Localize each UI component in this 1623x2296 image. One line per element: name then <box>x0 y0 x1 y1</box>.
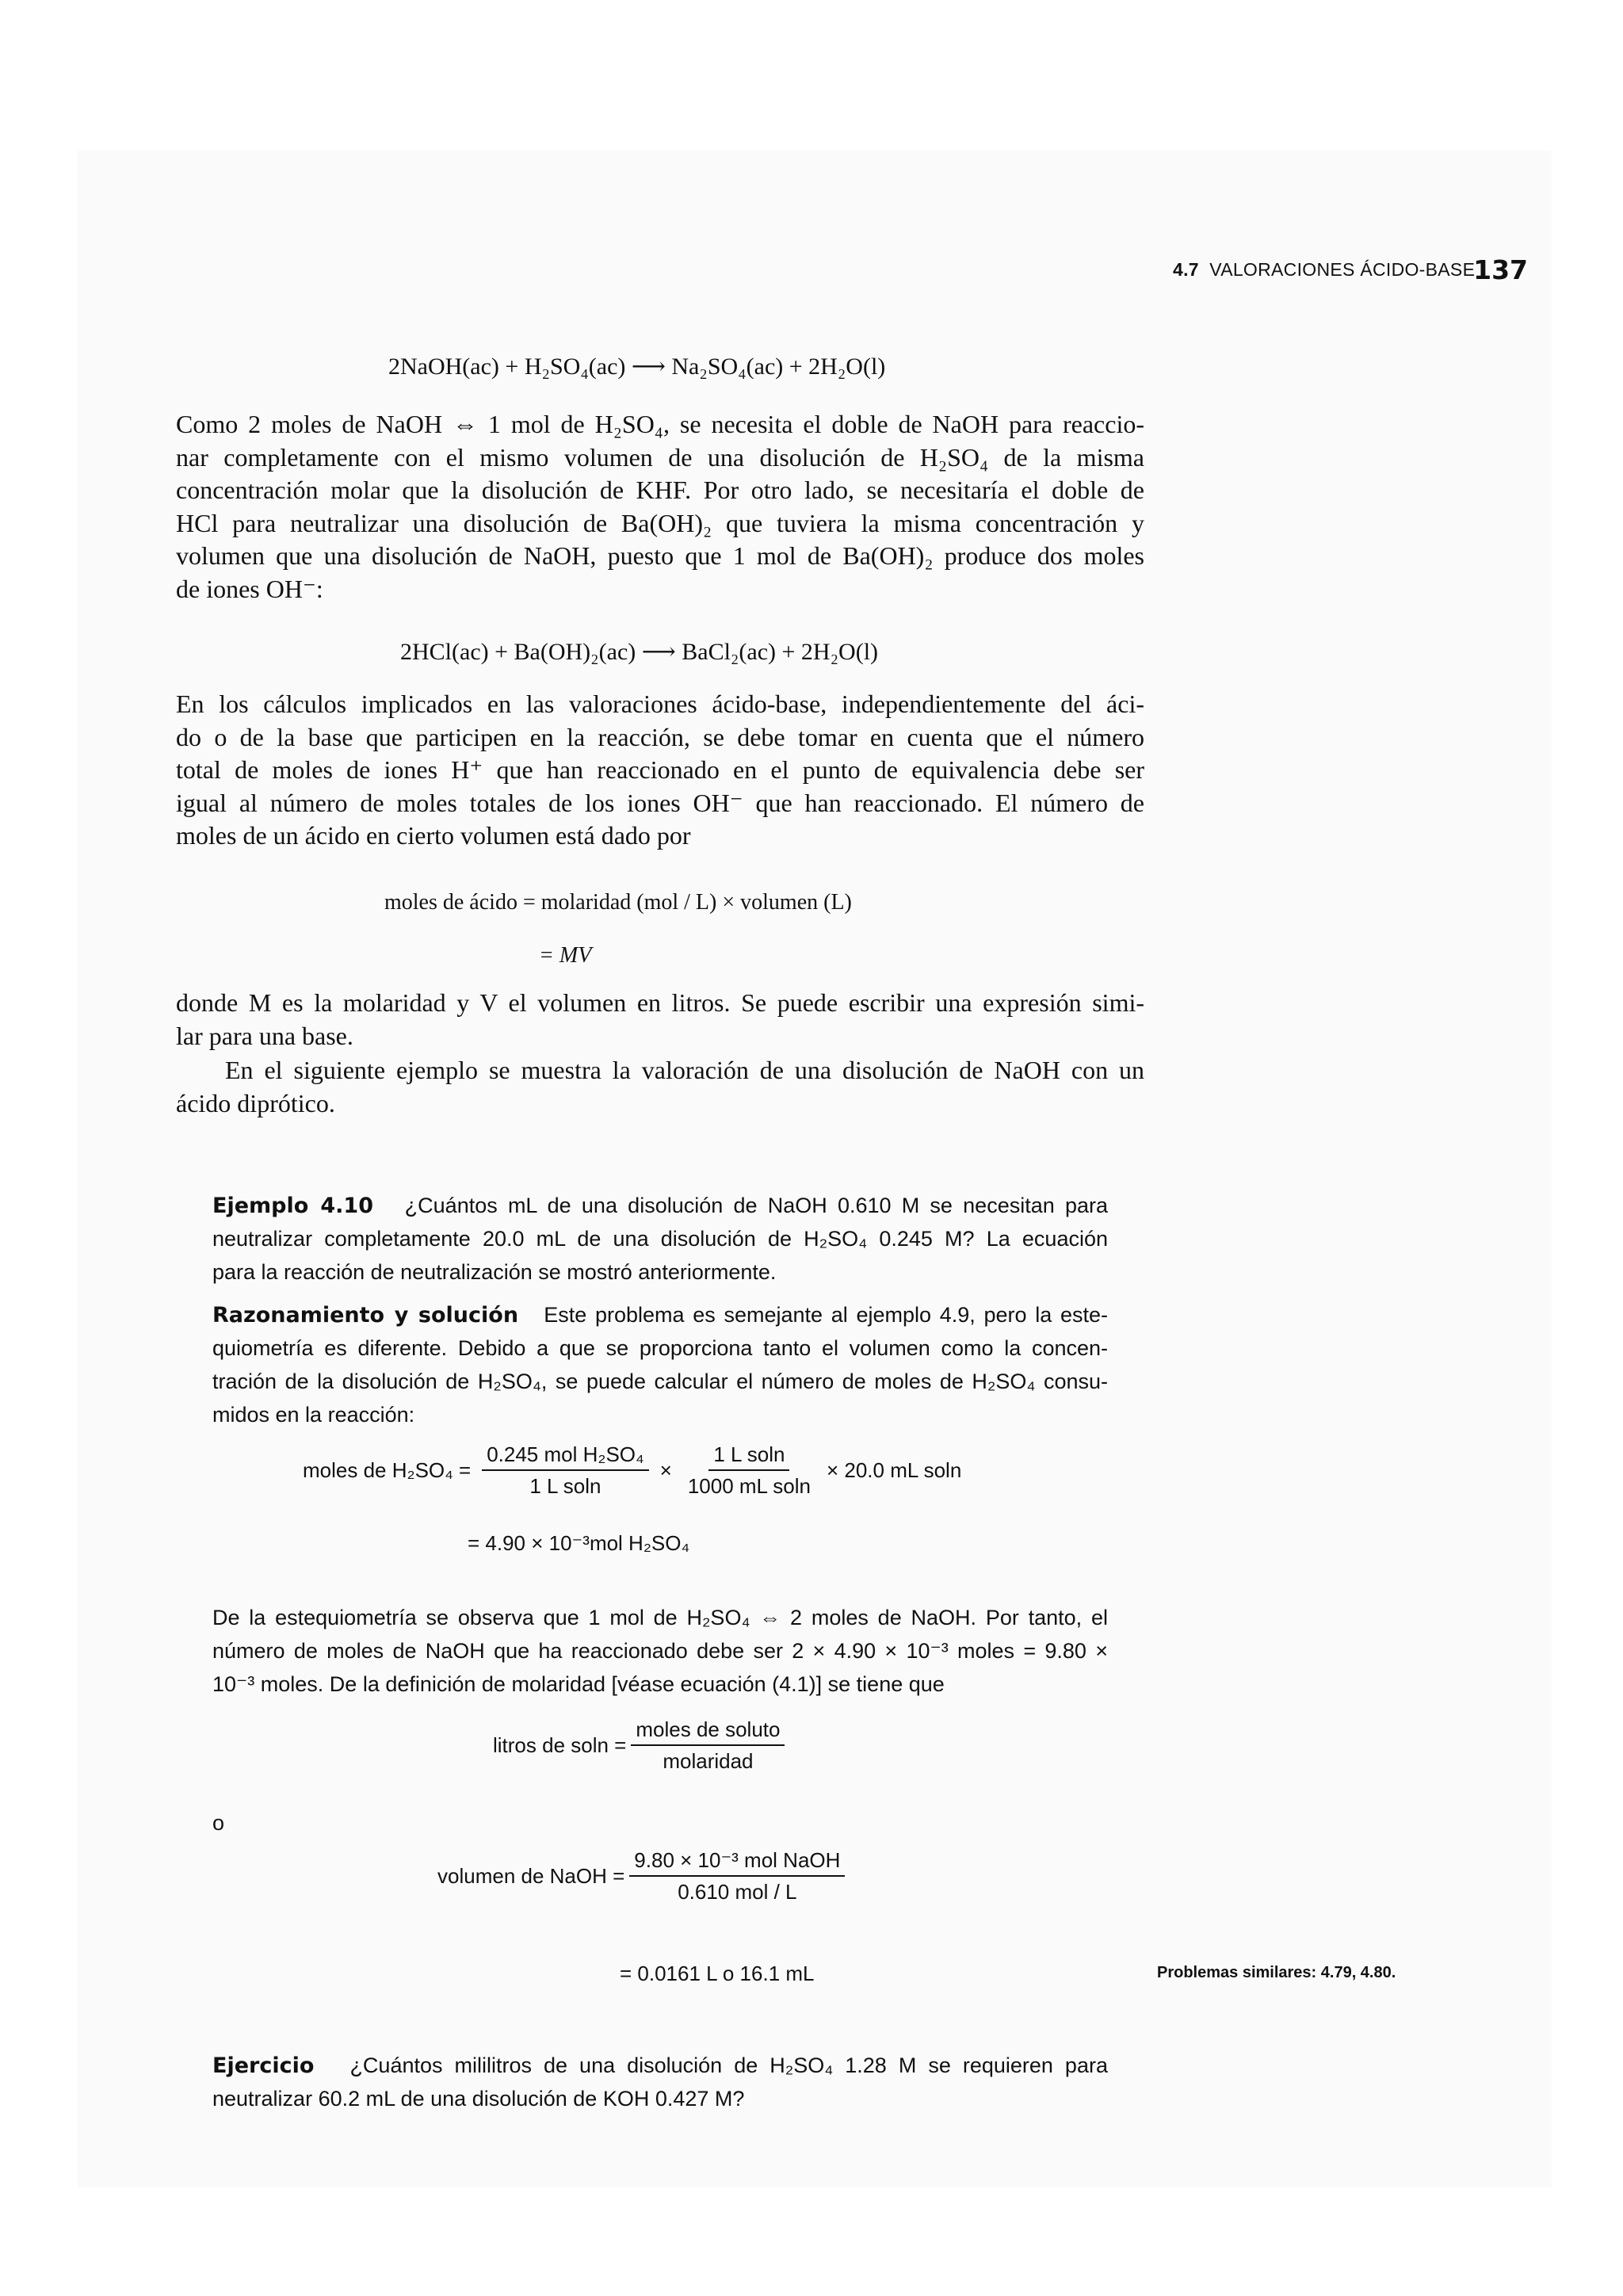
text-line: número de moles de NaOH que ha reaccionado debe ser 2 × 4.90 × 10⁻³ moles = 9.80 × <box>212 1639 1108 1663</box>
exercise <box>212 2049 1108 2115</box>
text-line: tración de la disolución de H₂SO₄, se puede calcular el número de moles de H₂SO₄ consu- <box>212 1370 1108 1393</box>
example-reasoning <box>212 1298 1108 1431</box>
paragraph-equivalence <box>176 688 1144 853</box>
calc-result-volume: = 0.0161 L o 16.1 mL <box>620 1962 815 1985</box>
calculation-volume-naoh: volumen de NaOH = $\frac{\text{9.80 × 10⁻³ mol NaOH}}{\text{0.610 mol / L}}$ <box>437 1847 845 1905</box>
text-line: concentración molar que la disolución de KHF. Por otro lado, se necesitaría el doble de <box>176 476 1144 504</box>
example-label: Ejemplo 4.10 <box>212 1194 374 1218</box>
section-heading: 4.7 VALORACIONES ÁCIDO-BASE <box>1173 259 1476 280</box>
paragraph-stoichiometry-naoh <box>212 1601 1108 1701</box>
text-line: ¿Cuántos mililitros de una disolución de H₂SO₄ 1.28 M se requieren para <box>349 2053 1108 2077</box>
calc-lhs: moles de H₂SO₄ = <box>303 1457 472 1482</box>
text-line: nar completamente con el mismo volumen de una disolución de H₂SO₄ de la misma <box>176 442 1144 472</box>
text-line: do o de la base que participen en la reacción, se debe tomar en cuenta que el número <box>176 722 1144 751</box>
example-question <box>212 1189 1108 1289</box>
text-line: lar para una base. <box>176 1021 353 1050</box>
text-line: HCl para neutralizar una disolución de Ba(OH)₂ que tuviera la misma concentración y <box>176 508 1144 537</box>
equation-naoh-h2so4: 2NaOH(ac) + H₂SO₄(ac) ⟶ Na₂SO₄(ac) + 2H₂O(l) <box>388 353 886 380</box>
fraction-concentration: $\frac{\text{0.245 mol H₂SO₄}}{\text{1 L soln}}$ <box>482 1441 648 1499</box>
text-line: neutralizar completamente 20.0 mL de una disolución de H₂SO₄ 0.245 M? La ecuación <box>212 1227 1108 1251</box>
equation-mv: = MV <box>539 943 592 968</box>
fraction-volume: $\frac{\text{9.80 × 10⁻³ mol NaOH}}{\text{0.610 mol / L}}$ <box>629 1847 845 1905</box>
text-line: para la reacción de neutralización se mostró anteriormente. <box>212 1260 777 1284</box>
reasoning-label: Razonamiento y solución <box>212 1303 519 1328</box>
text-line: ácido diprótico. <box>176 1088 335 1117</box>
calculation-moles-h2so4: moles de H₂SO₄ = $\frac{\text{0.245 mol H₂SO₄}}{\text{1 L soln}}$ × $\frac{\text{1 L soln}}{\text{1000 mL soln}}$ × 20.0 mL soln <box>303 1442 962 1498</box>
text-line: volumen que una disolución de NaOH, puesto que 1 mol de Ba(OH)₂ produce dos moles <box>176 541 1144 570</box>
equation-moles-acid: moles de ácido = molaridad (mol / L) × volumen (L) <box>384 890 852 915</box>
text-line: midos en la reacción: <box>212 1403 415 1427</box>
paragraph-example-intro <box>176 1054 1144 1120</box>
paragraph-molarity-def <box>176 987 1144 1052</box>
paragraph-stoichiometry <box>176 408 1144 606</box>
running-header <box>1173 256 1537 288</box>
conjunction-or: o <box>212 1811 225 1835</box>
text-line: De la estequiometría se observa que 1 mol de H₂SO₄ ⇔ 2 moles de NaOH. Por tanto, el <box>212 1606 1108 1629</box>
text-line: En el siguiente ejemplo se muestra la valoración de una disolución de NaOH con un <box>225 1056 1144 1084</box>
text-line: de iones OH⁻: <box>176 574 323 603</box>
text-line: 10⁻³ moles. De la definición de molaridad [véase ecuación (4.1)] se tiene que <box>212 1672 945 1696</box>
text-line: En los cálculos implicados en las valoraciones ácido-base, independientemente del áci- <box>176 690 1144 718</box>
equation-hcl-baoh2: 2HCl(ac) + Ba(OH)₂(ac) ⟶ BaCl₂(ac) + 2H₂O(l) <box>400 639 879 665</box>
text-line: Como 2 moles de NaOH ⇔ 1 mol de H₂SO₄, se necesita el doble de NaOH para reaccio- <box>176 410 1144 438</box>
fraction-conversion: $\frac{\text{1 L soln}}{\text{1000 mL soln}}$ <box>687 1442 811 1498</box>
text-line: Este problema es semejante al ejemplo 4.9, pero la este- <box>544 1303 1109 1327</box>
page-number: 137 <box>1473 254 1528 285</box>
calculation-liters: litros de soln = $\frac{\text{moles de soluto}}{\text{molaridad}}$ <box>493 1716 785 1775</box>
text-line: moles de un ácido en cierto volumen está dado por <box>176 821 691 850</box>
text-line: ¿Cuántos mL de una disolución de NaOH 0.610 M se necesitan para <box>404 1194 1108 1217</box>
text-line: neutralizar 60.2 mL de una disolución de KOH 0.427 M? <box>212 2087 745 2111</box>
text-line: quiometría es diferente. Debido a que se proporciona tanto el volumen como la concen- <box>212 1336 1108 1360</box>
text-line: total de moles de iones H⁺ que han reaccionado en el punto de equivalencia debe ser <box>176 755 1144 784</box>
fraction-moles-molarity: $\frac{\text{moles de soluto}}{\text{molaridad}}$ <box>631 1716 785 1775</box>
text-line: donde M es la molaridad y V el volumen en litros. Se puede escribir una expresión simi- <box>176 988 1144 1017</box>
calc-result-moles: = 4.90 × 10⁻³mol H₂SO₄ <box>468 1531 690 1555</box>
similar-problems-note: Problemas similares: 4.79, 4.80. <box>1157 1964 1396 1981</box>
exercise-label: Ejercicio <box>212 2053 315 2078</box>
text-line: igual al número de moles totales de los iones OH⁻ que han reaccionado. El número de <box>176 788 1144 817</box>
